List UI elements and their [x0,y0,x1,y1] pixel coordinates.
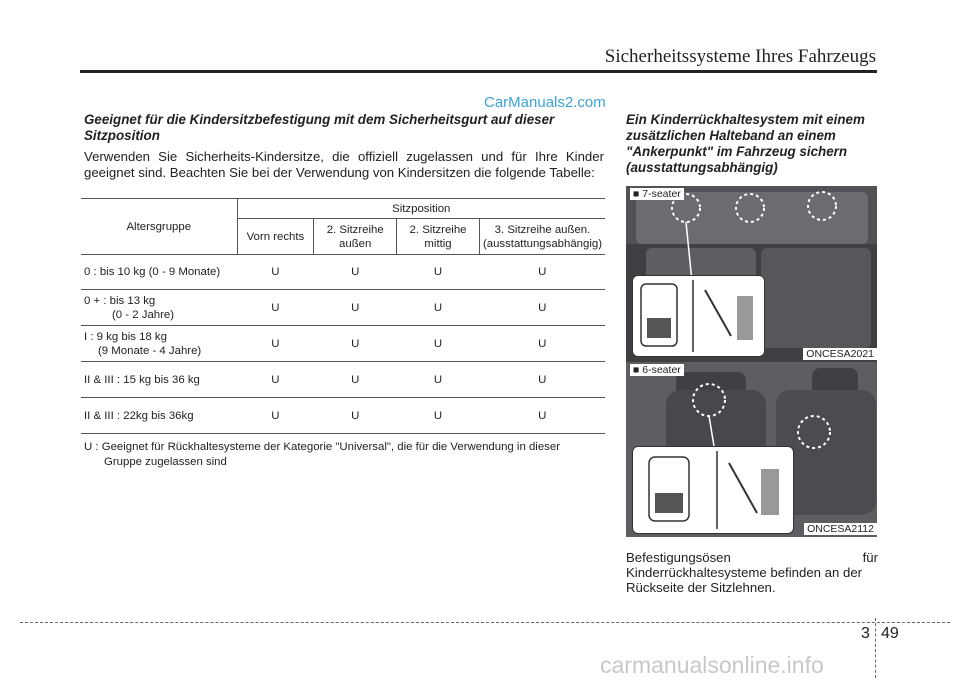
photo-7-seater [626,186,877,362]
header-rule [80,70,877,73]
anchor-detail-drawing [633,276,764,356]
section-heading-right: Ein Kinderrückhaltesystem mit einem zusätzlichen Halteband an einem "Ankerpunkt" im Fahrzeug sichern (ausstattungsabhängig) [626,112,865,175]
page-number: 49 [881,625,899,642]
col-header-position: Sitzposition [237,199,605,219]
photo1-tag: ■ 7-seater [630,188,684,200]
table-row [81,398,605,434]
watermark-bottom: carmanualsonline.info [600,652,824,678]
page-chapter-number: 3 [861,625,870,642]
table-cell: U [237,398,314,434]
table-cell: U [479,326,605,362]
table-cell: U [397,255,480,290]
running-header: Sicherheitssysteme Ihres Fahrzeugs [604,46,876,67]
section-heading-left: Geeignet für die Kindersitzbefestigung mit dem Sicherheitsgurt auf dieser Sitzposition [84,112,555,143]
table-footnote: U : Geeignet für Rückhaltesysteme der Kategorie "Universal", die für die Verwendung in dieser Gruppe zugelassen sind [84,441,560,468]
row-label: I : 9 kg bis 18 kg (9 Monate - 4 Jahre) [81,326,237,362]
table-cell: U [237,255,314,290]
row-label: 0 + : bis 13 kg (0 - 2 Jahre) [81,290,237,326]
sub-header-front-right: Vorn rechts [237,219,314,255]
table-cell: U [314,362,397,398]
table-cell: U [479,398,605,434]
sub-header-row3-outer: 3. Sitzreihe außen. (ausstattungsabhängig) [479,219,605,255]
col-header-group: Altersgruppe [81,199,237,255]
table-cell: U [397,326,480,362]
photo2-code: ONCESA2112 [804,523,877,535]
table-cell: U [479,290,605,326]
table-row [81,255,605,290]
anchor-detail-inset [632,275,765,357]
table-row [81,362,605,398]
table-cell: U [314,326,397,362]
row-label: II & III : 15 kg bis 36 kg [81,362,237,398]
table-cell: U [314,290,397,326]
row-label: 0 : bis 10 kg (0 - 9 Monate) [81,255,237,290]
table-cell: U [237,362,314,398]
table-cell: U [479,362,605,398]
row-label: II & III : 22kg bis 36kg [81,398,237,434]
watermark-top: CarManuals2.com [484,94,606,111]
sub-header-row2-outer: 2. Sitzreihe außen [314,219,397,255]
table-cell: U [397,398,480,434]
anchor-detail-drawing [633,447,793,533]
photo1-code: ONCESA2021 [803,348,877,360]
table-cell: U [237,326,314,362]
table-cell: U [314,255,397,290]
photo2-tag: ■ 6-seater [630,364,684,376]
anchor-location-paragraph: Befestigungsösen für Kinderrückhaltesysteme befinden an der Rückseite der Sitzlehnen. [626,550,878,595]
table-cell: U [397,362,480,398]
table-cell: U [237,290,314,326]
page-number-divider [875,618,876,678]
photo-6-seater [626,362,877,537]
table-cell: U [479,255,605,290]
table-row [81,290,605,326]
table-cell: U [397,290,480,326]
footer-rule [20,622,950,623]
table-row [81,326,605,362]
child-seat-table [81,198,605,434]
intro-paragraph: Verwenden Sie Sicherheits-Kindersitze, die offiziell zugelassen und für Ihre Kinder geeignet sind. Beachten Sie bei der Verwendung von Kindersitzen die folgende Tabelle: [84,149,604,180]
sub-header-row2-middle: 2. Sitzreihe mittig [397,219,480,255]
anchor-detail-inset [632,446,794,534]
table-cell: U [314,398,397,434]
